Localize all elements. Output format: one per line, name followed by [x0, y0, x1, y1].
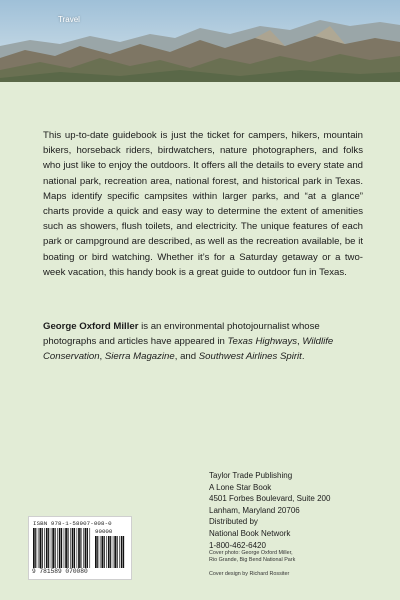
address-city: Lanham, Maryland 20706	[209, 505, 300, 515]
barcode-bar	[33, 528, 35, 568]
barcode-bar	[97, 536, 98, 568]
bio-end: .	[301, 351, 305, 363]
separator: ,	[99, 351, 105, 363]
publication-name: Wildlife Conservation	[43, 336, 334, 363]
barcode-bar	[38, 528, 39, 568]
barcode-bar	[72, 528, 74, 568]
barcode-bar	[85, 528, 87, 568]
barcode-bar	[114, 536, 116, 568]
barcode-bar	[44, 528, 45, 568]
ean-barcode-bars	[33, 528, 91, 568]
barcode-bar	[70, 528, 71, 568]
barcode-digits: 9 781589 070080	[32, 568, 88, 575]
design-credit: Cover design by Richard Rossiter	[209, 570, 290, 577]
barcode-bar	[100, 536, 101, 568]
barcode-bar	[106, 536, 107, 568]
barcode-bar	[117, 536, 118, 568]
barcode-bar	[51, 528, 52, 568]
book-description: This up-to-date guidebook is just the ticket for campers, hikers, mountain bikers, horseback riders, birdwatchers, nature photographers, and folks who just like to enjoy the outdoors. It offers all the details to every state and national park, recreation area, national forest, and historical park in Texas. Maps identify specific campsites within larger parks, and “at a glance” charts provide a quick and easy way to determine the extent of amenities such as showers, flush toilets, and electricity. The unique features of each park or campground are described, as well as the recreation available, be it boating or bird watching. Whether it’s for a Saturday getaway or a two-week vacation, this handy book is a great guide to outdoor fun in Texas.	[43, 130, 363, 278]
publication-name: Southwest Airlines Spirit	[198, 351, 302, 363]
barcode-bar	[55, 528, 56, 568]
barcode-bar	[65, 528, 67, 568]
barcode-bar	[39, 528, 41, 568]
price-code: 90000	[95, 528, 113, 535]
distributor-name: National Book Network	[209, 528, 291, 538]
isbn-text: ISBN 978-1-58907-008-0	[33, 520, 112, 527]
barcode-bar	[61, 528, 62, 568]
barcode-bar	[77, 528, 78, 568]
barcode-bar	[119, 536, 120, 568]
barcode-bar	[35, 528, 36, 568]
cover-credits	[209, 550, 379, 578]
addon-barcode-bars	[95, 536, 125, 568]
imprint-name: A Lone Star Book	[209, 482, 272, 492]
barcode-bar	[67, 528, 68, 568]
photo-credit-line: Cover photo: George Oxford Miller,	[209, 550, 293, 556]
barcode-bar	[110, 536, 111, 568]
cover-landscape-photo	[0, 0, 400, 82]
barcode-bar	[59, 528, 61, 568]
barcode-bar	[52, 528, 54, 568]
barcode-bar	[48, 528, 49, 568]
barcode-bar	[46, 528, 48, 568]
address-line: 4501 Forbes Boulevard, Suite 200	[209, 494, 331, 504]
barcode-bar	[57, 528, 58, 568]
barcode-bar	[83, 528, 84, 568]
bio-text: is an environmental photojournalist whose photographs and articles have appeared in	[43, 321, 320, 348]
separator: , and	[174, 351, 199, 363]
barcode-bar	[108, 536, 110, 568]
barcode-bar	[123, 536, 124, 568]
author-bio	[43, 319, 363, 365]
barcode-bar	[42, 528, 43, 568]
author-name: George Oxford Miller	[43, 321, 139, 332]
publisher-name: Taylor Trade Publishing	[209, 471, 293, 480]
category-label: Travel	[58, 15, 80, 24]
barcode-bar	[104, 536, 105, 568]
barcode-bar	[74, 528, 75, 568]
barcode-bar	[95, 536, 97, 568]
publication-name: Texas Highways	[227, 336, 298, 348]
barcode-bar	[78, 528, 80, 568]
barcode-bar	[101, 536, 103, 568]
publication-name: Sierra Magazine	[104, 351, 175, 363]
barcode-bar	[113, 536, 114, 568]
phone-number: 1-800-462-6420	[209, 540, 266, 550]
barcode-bar	[121, 536, 123, 568]
barcode-bar	[87, 528, 88, 568]
separator: ,	[297, 336, 303, 348]
distributor-label: Distributed by	[209, 517, 258, 527]
barcode-bar	[80, 528, 81, 568]
barcode-bar	[64, 528, 65, 568]
publisher-info	[209, 470, 379, 551]
photo-credit-line: Rio Grande, Big Bend National Park	[209, 557, 296, 564]
isbn-barcode	[28, 516, 132, 580]
barcode-bar	[89, 528, 90, 568]
